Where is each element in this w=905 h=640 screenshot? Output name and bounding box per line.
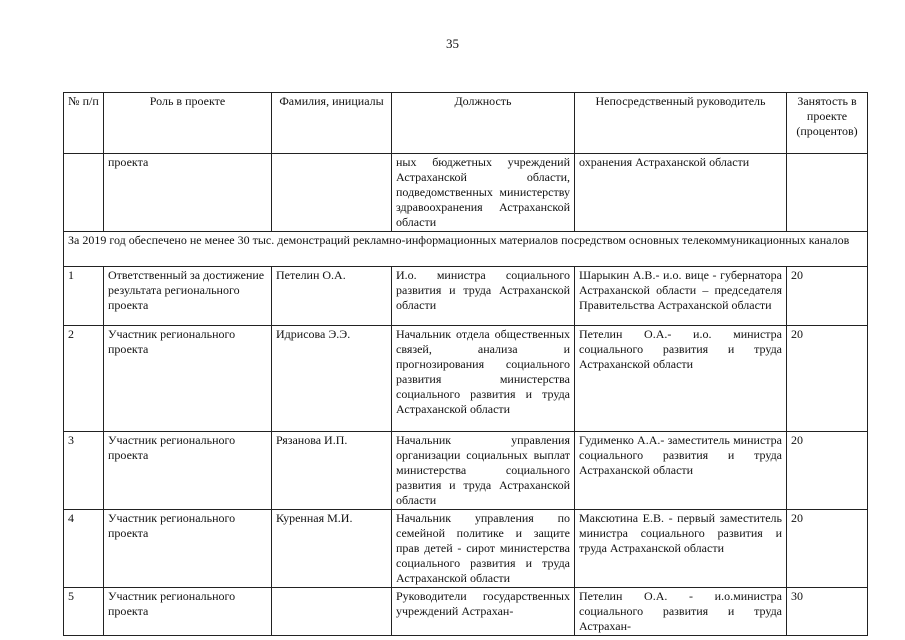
cell-number: 1 <box>64 267 104 326</box>
cell-load: 30 <box>787 588 868 636</box>
table-row <box>64 326 868 432</box>
table-row <box>64 510 868 588</box>
cell-supervisor: Петелин О.А.- и.о. министра социального развития и труда Астраханской области <box>575 326 787 432</box>
cell-load: 20 <box>787 510 868 588</box>
header-supervisor: Непосредственный руководитель <box>575 93 787 154</box>
cell-position: Руководители государственных учреждений Астрахан- <box>392 588 575 636</box>
cell-role: Участник регионального проекта <box>104 588 272 636</box>
cell-supervisor: Максютина Е.В. - первый заместитель министра социального развития и труда Астраханской области <box>575 510 787 588</box>
cell-load: 20 <box>787 326 868 432</box>
cell-supervisor: Шарыкин А.В.- и.о. вице - губернатора Астраханской области – председателя Правительства Астраханской области <box>575 267 787 326</box>
cell-position: Начальник управления по семейной политике и защите прав детей - сирот министерства социального развития и труда Астраханской области <box>392 510 575 588</box>
cell-number: 3 <box>64 432 104 510</box>
cell-position: ных бюджетных учреждений Астраханской области, подведомственных министерству здравоохранения Астраханской области <box>392 154 575 232</box>
cell-role: Ответственный за достижение результата регионального проекта <box>104 267 272 326</box>
header-number: № п/п <box>64 93 104 154</box>
cell-number: 5 <box>64 588 104 636</box>
cell-supervisor: Гудименко А.А.- заместитель министра социального развития и труда Астраханской области <box>575 432 787 510</box>
cell-name <box>272 588 392 636</box>
table-row <box>64 588 868 636</box>
table-row <box>64 432 868 510</box>
cell-position: Начальник управления организации социальных выплат министерства социального развития и труда Астраханской области <box>392 432 575 510</box>
cell-load <box>787 154 868 232</box>
cell-name: Куренная М.И. <box>272 510 392 588</box>
cell-position: И.о. министра социального развития и труда Астраханской области <box>392 267 575 326</box>
cell-number: 4 <box>64 510 104 588</box>
page-number: 35 <box>446 36 459 51</box>
cell-role: Участник регионального проекта <box>104 510 272 588</box>
header-position: Должность <box>392 93 575 154</box>
cell-name: Идрисова Э.Э. <box>272 326 392 432</box>
header-role: Роль в проекте <box>104 93 272 154</box>
project-team-table <box>63 92 868 636</box>
cell-role: Участник регионального проекта <box>104 326 272 432</box>
cell-load: 20 <box>787 267 868 326</box>
section-note: За 2019 год обеспечено не менее 30 тыс. демонстраций рекламно-информационных материалов посредством основных телекоммуникационных каналов <box>64 232 868 267</box>
cell-role: проекта <box>104 154 272 232</box>
cell-number: 2 <box>64 326 104 432</box>
cell-name: Петелин О.А. <box>272 267 392 326</box>
cell-name: Рязанова И.П. <box>272 432 392 510</box>
cell-load: 20 <box>787 432 868 510</box>
table-section-note-row <box>64 232 868 267</box>
table-header-row <box>64 93 868 154</box>
table-row <box>64 267 868 326</box>
cell-supervisor: охранения Астраханской области <box>575 154 787 232</box>
cell-position: Начальник отдела общественных связей, анализа и прогнозирования социального развития министерства социального развития и труда Астраханской области <box>392 326 575 432</box>
header-name: Фамилия, инициалы <box>272 93 392 154</box>
table-row-continuation <box>64 154 868 232</box>
cell-name <box>272 154 392 232</box>
cell-number <box>64 154 104 232</box>
cell-role: Участник регионального проекта <box>104 432 272 510</box>
header-load: Занятость в проекте (процентов) <box>787 93 868 154</box>
cell-supervisor: Петелин О.А. - и.о.министра социального развития и труда Астрахан- <box>575 588 787 636</box>
